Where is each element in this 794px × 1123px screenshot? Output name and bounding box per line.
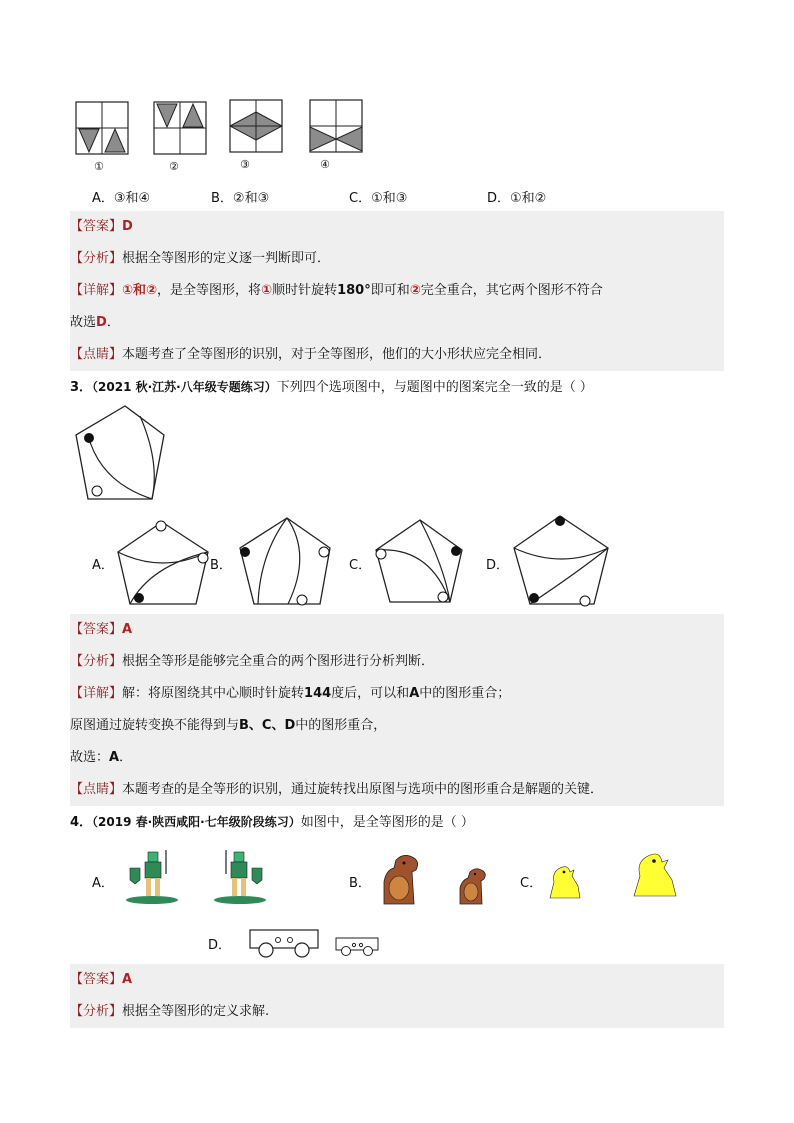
q4-answer: 【答案】A [70, 964, 724, 996]
q4-a-knight-right [214, 850, 266, 904]
q3-option-a-figure [112, 518, 212, 610]
q2-figure-2 [154, 102, 206, 154]
q3-option-a-label: A． [92, 558, 114, 573]
q2-option-a: A．③和④ [92, 191, 151, 206]
q4-option-b-figure [378, 852, 498, 908]
q2-comment: 【点睛】本题考查了全等图形的识别，对于全等图形，他们的大小形状应完全相同． [70, 339, 724, 371]
q3-option-d-label: D． [486, 558, 510, 573]
q4-option-a-figure [124, 846, 284, 906]
q4-b-dog-large [384, 855, 418, 904]
q2-option-c: C．①和③ [349, 191, 408, 206]
q3-detail: 【详解】解：将原图绕其中心顺时针旋转144度后，可以和A中的图形重合； [70, 678, 724, 710]
q4-c-chick-large [634, 854, 676, 896]
q2-option-b: B．②和③ [211, 191, 270, 206]
q4-option-c-label: C． [520, 876, 543, 891]
q4-b-dog-small [460, 869, 485, 904]
q3-answer: 【答案】A [70, 614, 724, 646]
q4-a-knight-left [126, 850, 178, 904]
q3-option-b-figure [232, 514, 332, 608]
q2-figure-3 [230, 100, 282, 152]
q2-detail: 【详解】①和②，是全等图形，将①顺时针旋转180°即可和②完全重合，其它两个图形不符合 [70, 275, 724, 307]
q3-original-pentagon [70, 402, 170, 502]
q2-analysis: 【分析】根据全等图形的定义逐一判断即可． [70, 243, 724, 275]
q3-analysis: 【分析】根据全等形是能够完全重合的两个图形进行分析判断． [70, 646, 724, 678]
q3-stem: 3．（2021 秋·江苏·八年级专题练习）下列四个选项图中，与题图中的图案完全一致的是（ ） [70, 380, 593, 395]
q4-option-b-label: B． [349, 876, 371, 891]
q4-option-c-figure [544, 850, 694, 900]
q2-figure-label-2: ② [169, 160, 179, 173]
q4-option-d-label: D． [208, 938, 232, 953]
q4-analysis: 【分析】根据全等图形的定义求解. [70, 996, 724, 1028]
q2-figure-label-3: ③ [240, 158, 250, 171]
q3-comment: 【点睛】本题考查的是全等形的识别，通过旋转找出原图与选项中的图形重合是解题的关键． [70, 774, 724, 806]
q2-figure-4 [310, 100, 362, 152]
q4-option-a-label: A． [92, 876, 114, 891]
q4-d-cart-large [250, 930, 318, 957]
q2-figure-1 [76, 102, 128, 154]
q4-d-cart-small [336, 938, 378, 956]
q3-option-d-figure [508, 512, 612, 608]
q2-figure-label-1: ① [94, 160, 104, 173]
q4-option-d-figure [248, 926, 384, 960]
q4-stem: 4．（2019 春·陕西咸阳·七年级阶段练习）如图中，是全等图形的是（ ） [70, 815, 474, 830]
q2-option-d: D．①和② [487, 191, 547, 206]
q3-detail-line2: 原图通过旋转变换不能得到与B、C、D中的图形重合， [70, 710, 724, 742]
q3-option-c-figure [370, 516, 470, 608]
q3-option-b-label: B． [210, 558, 232, 573]
q2-choice: 故选D． [70, 307, 724, 339]
q3-choice: 故选：A． [70, 742, 724, 774]
q2-answer: 【答案】D [70, 211, 724, 243]
q2-figure-label-4: ④ [320, 158, 330, 171]
q3-option-c-label: C． [349, 558, 372, 573]
q4-c-chick-small [550, 867, 580, 898]
